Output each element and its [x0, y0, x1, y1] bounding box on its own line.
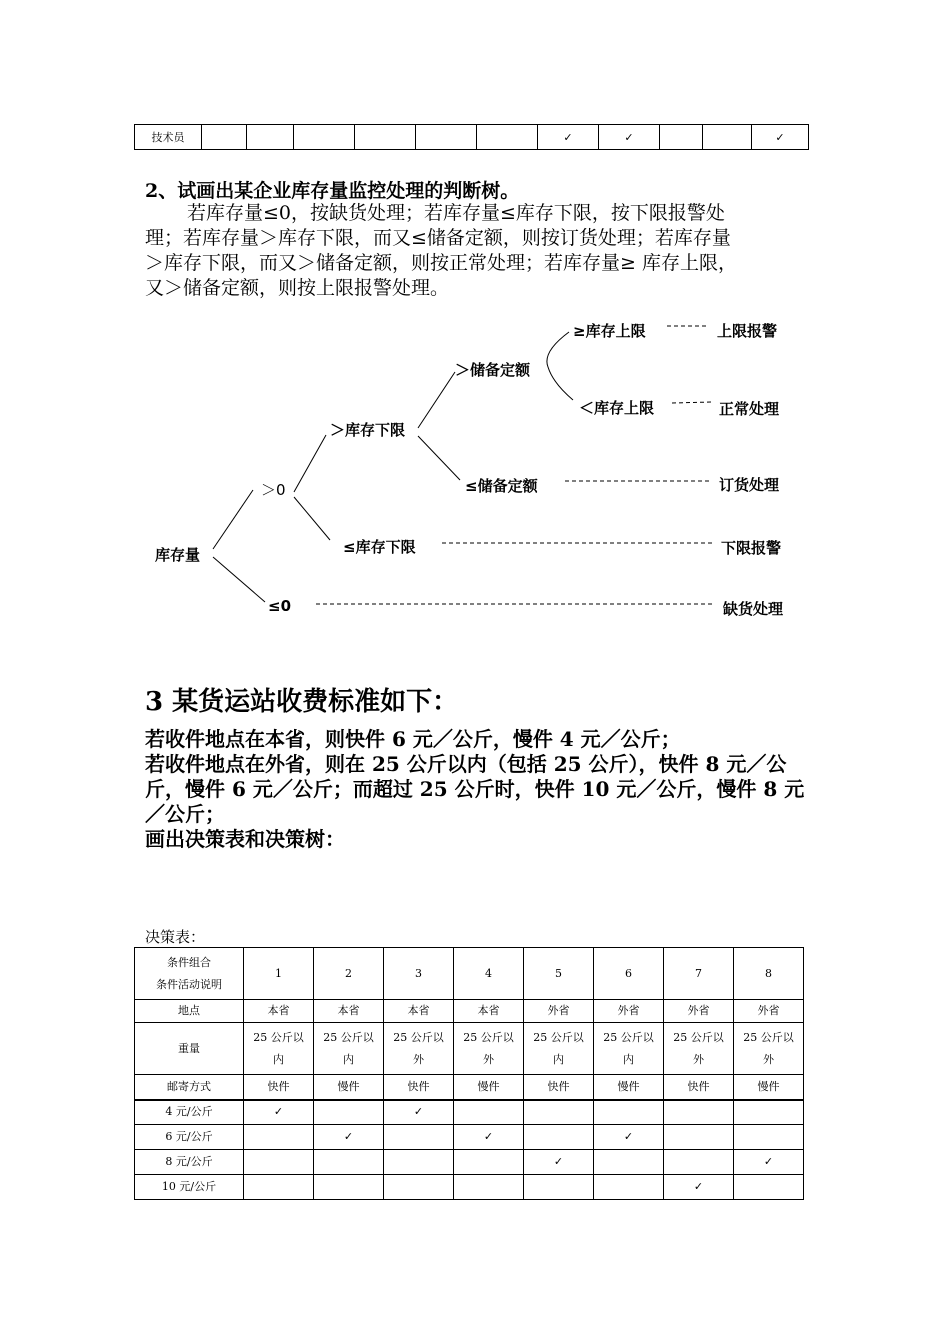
column-header: 7 [664, 948, 734, 1000]
table-row [135, 1023, 804, 1075]
tree-node-gt-reserve: ＞储备定额 [455, 361, 531, 379]
table-cell [594, 1023, 664, 1075]
table-cell: 本省 [384, 1000, 454, 1023]
tree-branch [418, 372, 455, 428]
tree-action-shortage: 缺货处理 [723, 600, 784, 618]
table-cell [314, 1175, 384, 1200]
row-label: 技术员 [135, 125, 202, 150]
paragraph-line: 画出决策表和决策树： [145, 827, 345, 851]
tree-action-lower-alarm: 下限报警 [721, 539, 782, 557]
table-cell: 快件 [524, 1075, 594, 1100]
column-header: 5 [524, 948, 594, 1000]
table-cell: ✓ [594, 1125, 664, 1150]
column-header: 1 [244, 948, 314, 1000]
table-cell: ✓ [314, 1125, 384, 1150]
table-cell: 快件 [384, 1075, 454, 1100]
tree-branch [547, 332, 573, 400]
cell-line: 内 [343, 1052, 354, 1066]
table-cell [314, 1100, 384, 1125]
tree-action-normal: 正常处理 [719, 400, 780, 418]
table-cell: ✓ [384, 1100, 454, 1125]
table-cell: ✓ [599, 125, 660, 150]
table-cell [384, 1125, 454, 1150]
table-header-row [135, 948, 804, 1000]
table-cell [454, 1023, 524, 1075]
cell-line: 外 [413, 1052, 424, 1066]
cell-line: 内 [273, 1052, 284, 1066]
table-cell: ✓ [524, 1150, 594, 1175]
table-cell [524, 1100, 594, 1125]
tree-node-le-lower: ≤库存下限 [343, 538, 416, 556]
table-cell [524, 1175, 594, 1200]
table-cell: ✓ [664, 1175, 734, 1200]
action-row [135, 1150, 804, 1175]
cell-line: 25 公斤以 [743, 1030, 794, 1044]
cell-line: 外 [693, 1052, 704, 1066]
cell-line: 外 [763, 1052, 774, 1066]
decision-table [134, 947, 804, 1200]
paragraph-line: 若收件地点在本省，则快件 6 元／公斤，慢件 4 元／公斤； [145, 727, 681, 751]
table-cell: 慢件 [734, 1075, 804, 1100]
table-cell [244, 1150, 314, 1175]
column-header: 6 [594, 948, 664, 1000]
decision-table-caption: 决策表： [145, 928, 206, 946]
table-cell [524, 1125, 594, 1150]
row-label: 10 元/公斤 [135, 1175, 244, 1200]
table-cell [454, 1175, 524, 1200]
table-cell: 外省 [734, 1000, 804, 1023]
cell-line: 内 [553, 1052, 564, 1066]
column-header: 2 [314, 948, 384, 1000]
table-cell [664, 1023, 734, 1075]
table-row [135, 1075, 804, 1100]
tree-branch [213, 557, 265, 602]
table-cell [664, 1150, 734, 1175]
decision-tree-lines [0, 0, 950, 660]
corner-cell [135, 948, 244, 1000]
tree-branch [418, 436, 460, 480]
tree-action-upper-alarm: 上限报警 [717, 322, 778, 340]
section2-heading: 2、试画出某企业库存量监控处理的判断树。 [145, 180, 520, 202]
cell-line: 25 公斤以 [253, 1030, 304, 1044]
table-cell: 外省 [524, 1000, 594, 1023]
tree-action-order: 订货处理 [719, 476, 780, 494]
table-cell [384, 1175, 454, 1200]
table-row [135, 1000, 804, 1023]
table-cell [664, 1125, 734, 1150]
table-cell: 快件 [664, 1075, 734, 1100]
table-cell [454, 1100, 524, 1125]
row-label: 重量 [135, 1023, 244, 1075]
tree-node-ge-upper: ≥库存上限 [573, 322, 646, 340]
row-label: 6 元/公斤 [135, 1125, 244, 1150]
table-cell [594, 1150, 664, 1175]
row-label: 邮寄方式 [135, 1075, 244, 1100]
table-cell: 外省 [594, 1000, 664, 1023]
section3-heading: 3 某货运站收费标准如下： [145, 687, 459, 717]
table-cell: ✓ [244, 1100, 314, 1125]
corner-top-label: 条件组合 [167, 955, 211, 969]
tree-root: 库存量 [155, 546, 201, 564]
table-cell [664, 1100, 734, 1125]
tree-branch [294, 435, 326, 492]
table-cell [594, 1175, 664, 1200]
cell-line: 25 公斤以 [463, 1030, 514, 1044]
tree-node-le0: ≤0 [268, 597, 292, 615]
paragraph-line: 若库存量≤0，按缺货处理；若库存量≤库存下限，按下限报警处 [187, 202, 725, 224]
cell-line: 25 公斤以 [533, 1030, 584, 1044]
tree-connector [672, 402, 712, 403]
table-cell [314, 1150, 384, 1175]
table-cell [384, 1150, 454, 1175]
paragraph-line: ／公斤； [145, 802, 225, 826]
tree-branch [213, 490, 253, 549]
tree-node-le-reserve: ≤储备定额 [465, 477, 538, 495]
corner-bottom-label: 条件活动说明 [156, 977, 222, 991]
table-cell [314, 1023, 384, 1075]
paragraph-line: 又＞储备定额，则按上限报警处理。 [145, 277, 450, 299]
action-row [135, 1175, 804, 1200]
column-header: 3 [384, 948, 454, 1000]
table-cell [244, 1125, 314, 1150]
cell-line: 25 公斤以 [603, 1030, 654, 1044]
cell-line: 内 [623, 1052, 634, 1066]
table-cell [594, 1100, 664, 1125]
table-cell [734, 1125, 804, 1150]
paragraph-line: 理；若库存量＞库存下限，而又≤储备定额，则按订货处理；若库存量 [145, 227, 731, 249]
tree-branch [294, 497, 330, 540]
table-cell: 慢件 [454, 1075, 524, 1100]
cell-line: 25 公斤以 [393, 1030, 444, 1044]
paragraph-line: 若收件地点在外省，则在 25 公斤以内（包括 25 公斤），快件 8 元／公 [145, 752, 787, 776]
action-row [135, 1125, 804, 1150]
table-cell [244, 1023, 314, 1075]
paragraph-line: ＞库存下限，而又＞储备定额，则按正常处理；若库存量≥ 库存上限， [145, 252, 737, 274]
tree-node-gt0: ＞0 [261, 481, 286, 499]
table-cell: ✓ [538, 125, 599, 150]
table-cell [384, 1023, 454, 1075]
table-cell: 本省 [454, 1000, 524, 1023]
table-cell: ✓ [734, 1150, 804, 1175]
table-cell: 快件 [244, 1075, 314, 1100]
table-cell: ✓ [454, 1125, 524, 1150]
column-header: 4 [454, 948, 524, 1000]
table-cell: 本省 [314, 1000, 384, 1023]
table-cell: 外省 [664, 1000, 734, 1023]
table-cell [454, 1150, 524, 1175]
table-cell: 慢件 [594, 1075, 664, 1100]
row-label: 4 元/公斤 [135, 1100, 244, 1125]
cell-line: 外 [483, 1052, 494, 1066]
column-header: 8 [734, 948, 804, 1000]
table-cell [734, 1023, 804, 1075]
tree-node-gt-lower: ＞库存下限 [330, 421, 406, 439]
row-label: 8 元/公斤 [135, 1150, 244, 1175]
table-cell: ✓ [752, 125, 809, 150]
table-cell: 本省 [244, 1000, 314, 1023]
table-cell [734, 1175, 804, 1200]
paragraph-line: 斤，慢件 6 元／公斤；而超过 25 公斤时，快件 10 元／公斤，慢件 8 元 [145, 777, 805, 801]
table-cell [734, 1100, 804, 1125]
cell-line: 25 公斤以 [673, 1030, 724, 1044]
tree-node-lt-upper: ＜库存上限 [579, 399, 655, 417]
table-cell [524, 1023, 594, 1075]
row-label: 地点 [135, 1000, 244, 1023]
action-row [135, 1100, 804, 1125]
table-cell [244, 1175, 314, 1200]
cell-line: 25 公斤以 [323, 1030, 374, 1044]
table-cell: 慢件 [314, 1075, 384, 1100]
